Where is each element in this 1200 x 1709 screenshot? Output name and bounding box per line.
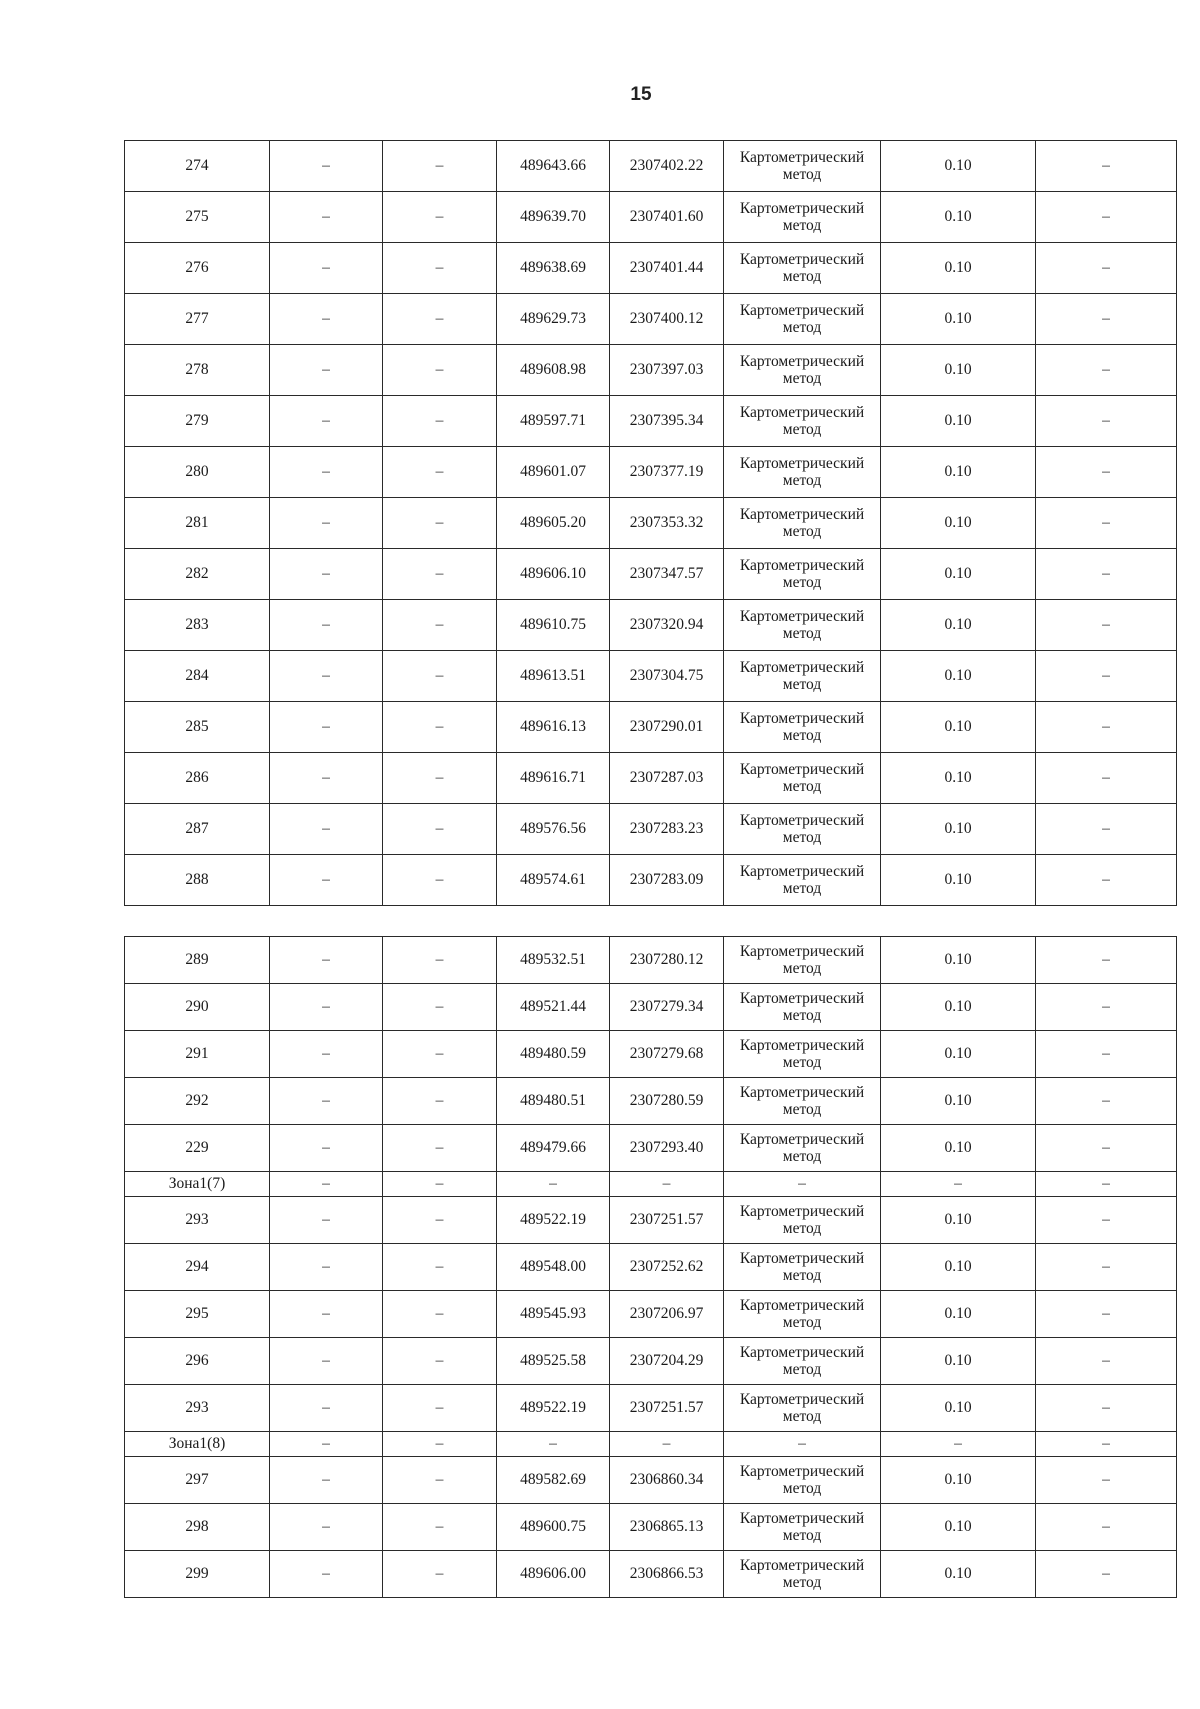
y-coordinate-cell: 2307206.97 — [610, 1291, 724, 1338]
x-coordinate-cell: 489613.51 — [497, 651, 610, 702]
point-number-cell: 279 — [125, 396, 270, 447]
point-number-cell: 285 — [125, 702, 270, 753]
y-coordinate-cell: 2307347.57 — [610, 549, 724, 600]
empty-value-cell: – — [383, 396, 497, 447]
x-coordinate-cell: 489548.00 — [497, 1244, 610, 1291]
method-cell: Картометрический метод — [724, 937, 881, 984]
y-coordinate-cell: 2307401.60 — [610, 192, 724, 243]
accuracy-cell: 0.10 — [881, 937, 1036, 984]
accuracy-cell: 0.10 — [881, 855, 1036, 906]
table-row — [125, 447, 1177, 498]
x-coordinate-cell: 489522.19 — [497, 1197, 610, 1244]
method-cell: Картометрический метод — [724, 1551, 881, 1598]
zone-header-row — [125, 1432, 1177, 1457]
table-row — [125, 600, 1177, 651]
empty-value-cell: – — [270, 1078, 383, 1125]
accuracy-cell: 0.10 — [881, 1078, 1036, 1125]
x-coordinate-cell: 489610.75 — [497, 600, 610, 651]
empty-value-cell: – — [610, 1172, 724, 1197]
method-cell: Картометрический метод — [724, 1125, 881, 1172]
empty-value-cell: – — [270, 1504, 383, 1551]
table-row — [125, 1457, 1177, 1504]
y-coordinate-cell: 2307304.75 — [610, 651, 724, 702]
y-coordinate-cell: 2307283.09 — [610, 855, 724, 906]
x-coordinate-cell: 489601.07 — [497, 447, 610, 498]
empty-value-cell: – — [383, 243, 497, 294]
zone-header-row — [125, 1172, 1177, 1197]
y-coordinate-cell: 2307401.44 — [610, 243, 724, 294]
zone-label-cell: Зона1(8) — [125, 1432, 270, 1457]
empty-value-cell: – — [1036, 651, 1177, 702]
point-number-cell: 286 — [125, 753, 270, 804]
empty-value-cell: – — [383, 192, 497, 243]
x-coordinate-cell: 489616.13 — [497, 702, 610, 753]
table-row — [125, 1338, 1177, 1385]
y-coordinate-cell: 2306860.34 — [610, 1457, 724, 1504]
table-row — [125, 804, 1177, 855]
accuracy-cell: 0.10 — [881, 984, 1036, 1031]
empty-value-cell: – — [610, 1432, 724, 1457]
empty-value-cell: – — [383, 498, 497, 549]
y-coordinate-cell: 2307280.12 — [610, 937, 724, 984]
method-cell: Картометрический метод — [724, 1078, 881, 1125]
empty-value-cell: – — [270, 549, 383, 600]
point-number-cell: 275 — [125, 192, 270, 243]
empty-value-cell: – — [1036, 192, 1177, 243]
table-row — [125, 753, 1177, 804]
empty-value-cell: – — [270, 243, 383, 294]
empty-value-cell: – — [383, 651, 497, 702]
y-coordinate-cell: 2307395.34 — [610, 396, 724, 447]
point-number-cell: 277 — [125, 294, 270, 345]
point-number-cell: 276 — [125, 243, 270, 294]
table-row — [125, 396, 1177, 447]
point-number-cell: 296 — [125, 1338, 270, 1385]
y-coordinate-cell: 2307283.23 — [610, 804, 724, 855]
point-number-cell: 281 — [125, 498, 270, 549]
table-row — [125, 498, 1177, 549]
table-row — [125, 1385, 1177, 1432]
empty-value-cell: – — [1036, 1338, 1177, 1385]
empty-value-cell: – — [383, 1244, 497, 1291]
y-coordinate-cell: 2307402.22 — [610, 141, 724, 192]
x-coordinate-cell: 489597.71 — [497, 396, 610, 447]
empty-value-cell: – — [1036, 937, 1177, 984]
method-cell: Картометрический метод — [724, 192, 881, 243]
table-row — [125, 549, 1177, 600]
method-cell: Картометрический метод — [724, 984, 881, 1031]
empty-value-cell: – — [270, 1031, 383, 1078]
empty-value-cell: – — [1036, 549, 1177, 600]
x-coordinate-cell: 489525.58 — [497, 1338, 610, 1385]
point-number-cell: 282 — [125, 549, 270, 600]
method-cell: Картометрический метод — [724, 702, 881, 753]
empty-value-cell: – — [1036, 1172, 1177, 1197]
empty-value-cell: – — [383, 1338, 497, 1385]
empty-value-cell: – — [270, 937, 383, 984]
y-coordinate-cell: 2307251.57 — [610, 1385, 724, 1432]
method-cell: Картометрический метод — [724, 1385, 881, 1432]
coordinates-table-lower — [124, 936, 1177, 1598]
y-coordinate-cell: 2307400.12 — [610, 294, 724, 345]
accuracy-cell: 0.10 — [881, 141, 1036, 192]
point-number-cell: 290 — [125, 984, 270, 1031]
method-cell: Картометрический метод — [724, 804, 881, 855]
y-coordinate-cell: 2307252.62 — [610, 1244, 724, 1291]
y-coordinate-cell: 2307280.59 — [610, 1078, 724, 1125]
empty-value-cell: – — [1036, 141, 1177, 192]
accuracy-cell: 0.10 — [881, 294, 1036, 345]
empty-value-cell: – — [270, 294, 383, 345]
point-number-cell: 289 — [125, 937, 270, 984]
method-cell: Картометрический метод — [724, 1031, 881, 1078]
method-cell: Картометрический метод — [724, 549, 881, 600]
empty-value-cell: – — [270, 1172, 383, 1197]
x-coordinate-cell: 489522.19 — [497, 1385, 610, 1432]
table-row — [125, 1197, 1177, 1244]
empty-value-cell: – — [270, 855, 383, 906]
x-coordinate-cell: 489545.93 — [497, 1291, 610, 1338]
empty-value-cell: – — [881, 1432, 1036, 1457]
empty-value-cell: – — [270, 1457, 383, 1504]
empty-value-cell: – — [270, 1551, 383, 1598]
x-coordinate-cell: 489582.69 — [497, 1457, 610, 1504]
empty-value-cell: – — [1036, 447, 1177, 498]
empty-value-cell: – — [1036, 804, 1177, 855]
accuracy-cell: 0.10 — [881, 702, 1036, 753]
y-coordinate-cell: 2307279.34 — [610, 984, 724, 1031]
point-number-cell: 295 — [125, 1291, 270, 1338]
x-coordinate-cell: 489480.59 — [497, 1031, 610, 1078]
method-cell: Картометрический метод — [724, 141, 881, 192]
empty-value-cell: – — [383, 1504, 497, 1551]
empty-value-cell: – — [270, 141, 383, 192]
method-cell: Картометрический метод — [724, 1244, 881, 1291]
accuracy-cell: 0.10 — [881, 345, 1036, 396]
empty-value-cell: – — [270, 984, 383, 1031]
y-coordinate-cell: 2307353.32 — [610, 498, 724, 549]
empty-value-cell: – — [383, 345, 497, 396]
y-coordinate-cell: 2307290.01 — [610, 702, 724, 753]
empty-value-cell: – — [1036, 600, 1177, 651]
point-number-cell: 288 — [125, 855, 270, 906]
empty-value-cell: – — [1036, 1457, 1177, 1504]
y-coordinate-cell: 2307251.57 — [610, 1197, 724, 1244]
accuracy-cell: 0.10 — [881, 192, 1036, 243]
empty-value-cell: – — [270, 498, 383, 549]
x-coordinate-cell: 489605.20 — [497, 498, 610, 549]
method-cell: Картометрический метод — [724, 651, 881, 702]
y-coordinate-cell: 2306865.13 — [610, 1504, 724, 1551]
empty-value-cell: – — [270, 396, 383, 447]
empty-value-cell: – — [383, 984, 497, 1031]
accuracy-cell: 0.10 — [881, 1385, 1036, 1432]
empty-value-cell: – — [497, 1432, 610, 1457]
x-coordinate-cell: 489639.70 — [497, 192, 610, 243]
empty-value-cell: – — [383, 600, 497, 651]
empty-value-cell: – — [383, 753, 497, 804]
accuracy-cell: 0.10 — [881, 1244, 1036, 1291]
accuracy-cell: 0.10 — [881, 804, 1036, 855]
empty-value-cell: – — [1036, 294, 1177, 345]
empty-value-cell: – — [724, 1172, 881, 1197]
empty-value-cell: – — [270, 1244, 383, 1291]
empty-value-cell: – — [1036, 753, 1177, 804]
coordinates-table-upper — [124, 140, 1177, 906]
method-cell: Картометрический метод — [724, 753, 881, 804]
empty-value-cell: – — [270, 753, 383, 804]
empty-value-cell: – — [383, 1291, 497, 1338]
empty-value-cell: – — [383, 294, 497, 345]
empty-value-cell: – — [383, 549, 497, 600]
empty-value-cell: – — [1036, 1504, 1177, 1551]
empty-value-cell: – — [383, 855, 497, 906]
empty-value-cell: – — [1036, 855, 1177, 906]
empty-value-cell: – — [383, 1197, 497, 1244]
method-cell: Картометрический метод — [724, 1457, 881, 1504]
empty-value-cell: – — [383, 937, 497, 984]
empty-value-cell: – — [497, 1172, 610, 1197]
empty-value-cell: – — [1036, 984, 1177, 1031]
table-row — [125, 1078, 1177, 1125]
accuracy-cell: 0.10 — [881, 1551, 1036, 1598]
table-row — [125, 1031, 1177, 1078]
point-number-cell: 297 — [125, 1457, 270, 1504]
empty-value-cell: – — [383, 1432, 497, 1457]
x-coordinate-cell: 489532.51 — [497, 937, 610, 984]
table-row — [125, 1504, 1177, 1551]
empty-value-cell: – — [270, 600, 383, 651]
method-cell: Картометрический метод — [724, 396, 881, 447]
empty-value-cell: – — [1036, 243, 1177, 294]
empty-value-cell: – — [1036, 1125, 1177, 1172]
method-cell: Картометрический метод — [724, 600, 881, 651]
empty-value-cell: – — [270, 804, 383, 855]
method-cell: Картометрический метод — [724, 855, 881, 906]
empty-value-cell: – — [1036, 1432, 1177, 1457]
x-coordinate-cell: 489576.56 — [497, 804, 610, 855]
method-cell: Картометрический метод — [724, 243, 881, 294]
empty-value-cell: – — [383, 1172, 497, 1197]
accuracy-cell: 0.10 — [881, 549, 1036, 600]
method-cell: Картометрический метод — [724, 1197, 881, 1244]
empty-value-cell: – — [1036, 1291, 1177, 1338]
empty-value-cell: – — [383, 1125, 497, 1172]
point-number-cell: 283 — [125, 600, 270, 651]
point-number-cell: 284 — [125, 651, 270, 702]
accuracy-cell: 0.10 — [881, 1031, 1036, 1078]
point-number-cell: 278 — [125, 345, 270, 396]
x-coordinate-cell: 489600.75 — [497, 1504, 610, 1551]
method-cell: Картометрический метод — [724, 447, 881, 498]
empty-value-cell: – — [383, 702, 497, 753]
empty-value-cell: – — [383, 1031, 497, 1078]
accuracy-cell: 0.10 — [881, 1197, 1036, 1244]
empty-value-cell: – — [1036, 1244, 1177, 1291]
table-row — [125, 984, 1177, 1031]
table-row — [125, 937, 1177, 984]
empty-value-cell: – — [270, 1338, 383, 1385]
table-row — [125, 294, 1177, 345]
y-coordinate-cell: 2307320.94 — [610, 600, 724, 651]
x-coordinate-cell: 489643.66 — [497, 141, 610, 192]
empty-value-cell: – — [1036, 1078, 1177, 1125]
empty-value-cell: – — [1036, 396, 1177, 447]
table-row — [125, 345, 1177, 396]
empty-value-cell: – — [1036, 1551, 1177, 1598]
x-coordinate-cell: 489480.51 — [497, 1078, 610, 1125]
table-row — [125, 243, 1177, 294]
empty-value-cell: – — [270, 1125, 383, 1172]
accuracy-cell: 0.10 — [881, 1457, 1036, 1504]
y-coordinate-cell: 2306866.53 — [610, 1551, 724, 1598]
point-number-cell: 293 — [125, 1385, 270, 1432]
table-row — [125, 702, 1177, 753]
accuracy-cell: 0.10 — [881, 1504, 1036, 1551]
method-cell: Картометрический метод — [724, 1338, 881, 1385]
table-row — [125, 141, 1177, 192]
point-number-cell: 298 — [125, 1504, 270, 1551]
x-coordinate-cell: 489629.73 — [497, 294, 610, 345]
point-number-cell: 293 — [125, 1197, 270, 1244]
empty-value-cell: – — [383, 447, 497, 498]
empty-value-cell: – — [270, 651, 383, 702]
empty-value-cell: – — [383, 1385, 497, 1432]
table-row — [125, 1125, 1177, 1172]
empty-value-cell: – — [270, 702, 383, 753]
table-row — [125, 1291, 1177, 1338]
method-cell: Картометрический метод — [724, 294, 881, 345]
point-number-cell: 291 — [125, 1031, 270, 1078]
empty-value-cell: – — [383, 1457, 497, 1504]
y-coordinate-cell: 2307377.19 — [610, 447, 724, 498]
empty-value-cell: – — [383, 804, 497, 855]
empty-value-cell: – — [270, 1291, 383, 1338]
y-coordinate-cell: 2307293.40 — [610, 1125, 724, 1172]
y-coordinate-cell: 2307279.68 — [610, 1031, 724, 1078]
accuracy-cell: 0.10 — [881, 447, 1036, 498]
x-coordinate-cell: 489616.71 — [497, 753, 610, 804]
method-cell: Картометрический метод — [724, 1291, 881, 1338]
accuracy-cell: 0.10 — [881, 600, 1036, 651]
table-row — [125, 1244, 1177, 1291]
point-number-cell: 287 — [125, 804, 270, 855]
x-coordinate-cell: 489479.66 — [497, 1125, 610, 1172]
empty-value-cell: – — [270, 345, 383, 396]
accuracy-cell: 0.10 — [881, 753, 1036, 804]
empty-value-cell: – — [270, 1385, 383, 1432]
empty-value-cell: – — [383, 1551, 497, 1598]
empty-value-cell: – — [1036, 702, 1177, 753]
empty-value-cell: – — [270, 1432, 383, 1457]
empty-value-cell: – — [881, 1172, 1036, 1197]
empty-value-cell: – — [724, 1432, 881, 1457]
empty-value-cell: – — [270, 192, 383, 243]
method-cell: Картометрический метод — [724, 345, 881, 396]
accuracy-cell: 0.10 — [881, 498, 1036, 549]
table-row — [125, 651, 1177, 702]
empty-value-cell: – — [1036, 1385, 1177, 1432]
empty-value-cell: – — [383, 141, 497, 192]
accuracy-cell: 0.10 — [881, 1291, 1036, 1338]
empty-value-cell: – — [1036, 1031, 1177, 1078]
point-number-cell: 294 — [125, 1244, 270, 1291]
point-number-cell: 280 — [125, 447, 270, 498]
empty-value-cell: – — [1036, 498, 1177, 549]
method-cell: Картометрический метод — [724, 1504, 881, 1551]
empty-value-cell: – — [383, 1078, 497, 1125]
accuracy-cell: 0.10 — [881, 243, 1036, 294]
empty-value-cell: – — [1036, 1197, 1177, 1244]
accuracy-cell: 0.10 — [881, 396, 1036, 447]
x-coordinate-cell: 489521.44 — [497, 984, 610, 1031]
empty-value-cell: – — [1036, 345, 1177, 396]
x-coordinate-cell: 489638.69 — [497, 243, 610, 294]
point-number-cell: 299 — [125, 1551, 270, 1598]
x-coordinate-cell: 489606.00 — [497, 1551, 610, 1598]
accuracy-cell: 0.10 — [881, 1125, 1036, 1172]
y-coordinate-cell: 2307397.03 — [610, 345, 724, 396]
table-row — [125, 855, 1177, 906]
table-row — [125, 192, 1177, 243]
y-coordinate-cell: 2307204.29 — [610, 1338, 724, 1385]
point-number-cell: 274 — [125, 141, 270, 192]
zone-label-cell: Зона1(7) — [125, 1172, 270, 1197]
x-coordinate-cell: 489608.98 — [497, 345, 610, 396]
point-number-cell: 292 — [125, 1078, 270, 1125]
accuracy-cell: 0.10 — [881, 1338, 1036, 1385]
accuracy-cell: 0.10 — [881, 651, 1036, 702]
empty-value-cell: – — [270, 447, 383, 498]
page-number: 15 — [630, 84, 652, 105]
table-row — [125, 1551, 1177, 1598]
empty-value-cell: – — [270, 1197, 383, 1244]
point-number-cell: 229 — [125, 1125, 270, 1172]
x-coordinate-cell: 489606.10 — [497, 549, 610, 600]
y-coordinate-cell: 2307287.03 — [610, 753, 724, 804]
method-cell: Картометрический метод — [724, 498, 881, 549]
x-coordinate-cell: 489574.61 — [497, 855, 610, 906]
